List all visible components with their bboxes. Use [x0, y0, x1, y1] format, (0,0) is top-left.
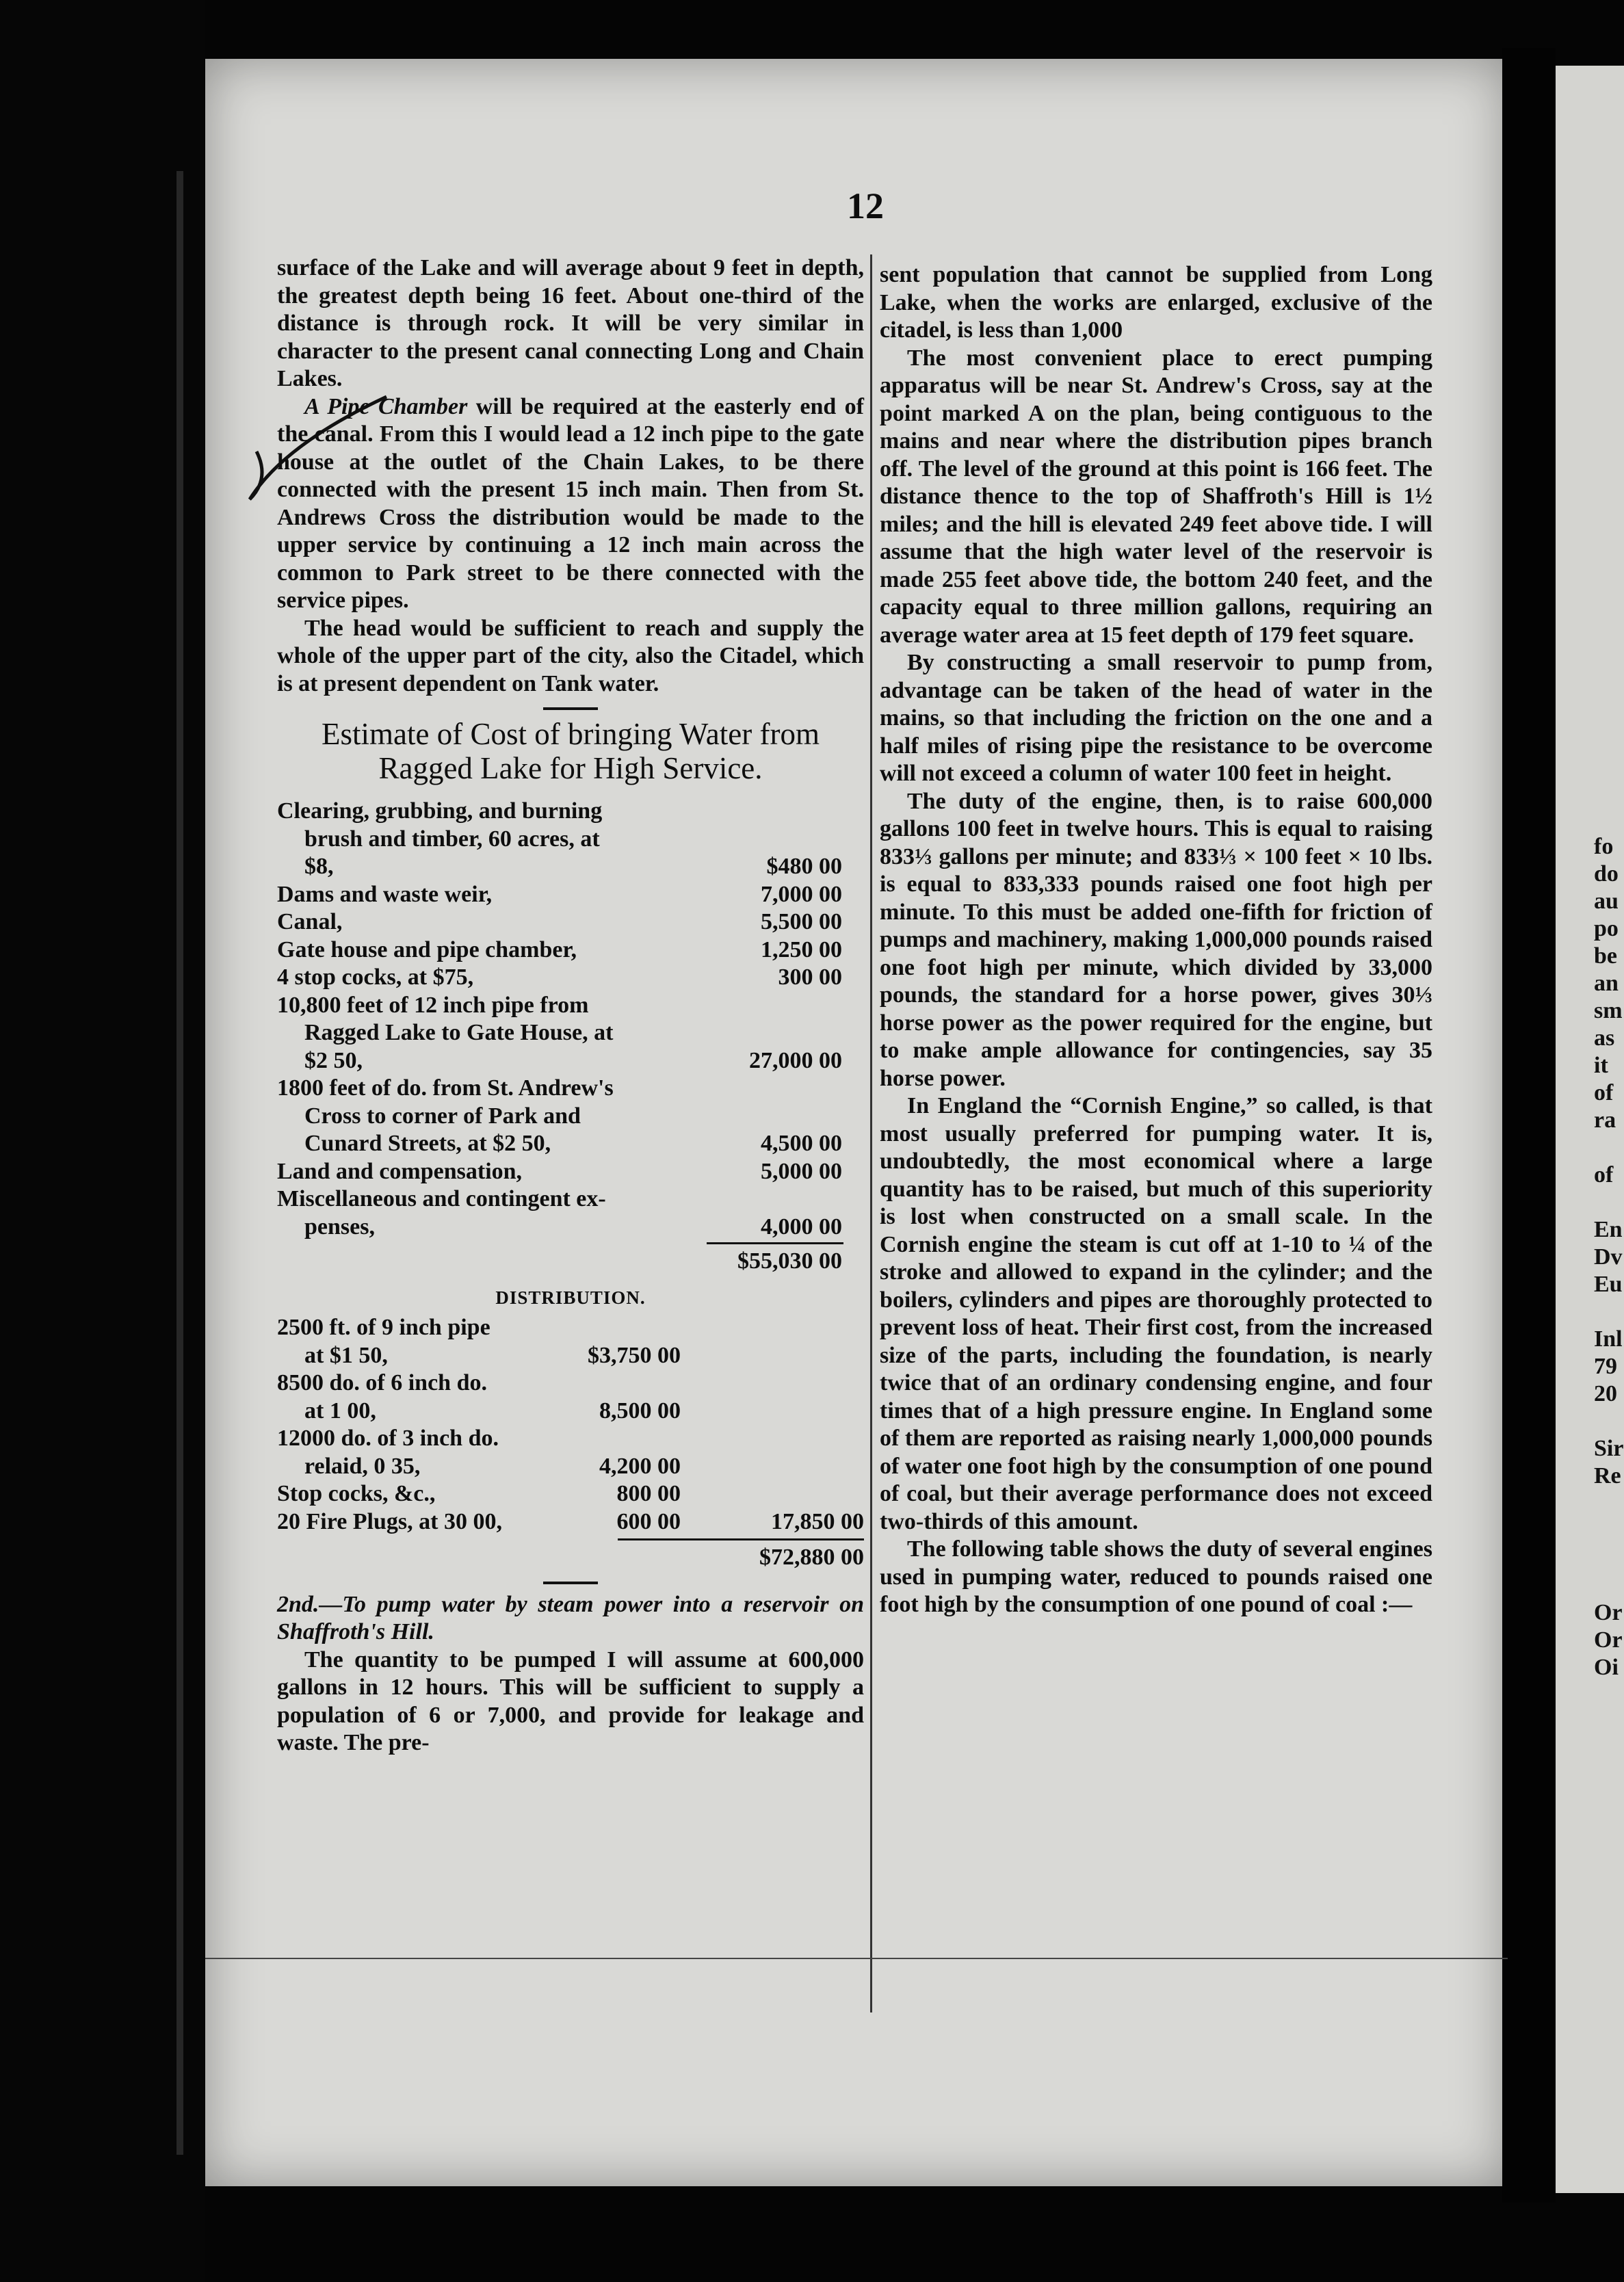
paragraph: The duty of the engine, then, is to raise 600,000 gallons 100 feet in twelve hours. This is equal to raising 833⅓ gallons per minute; and 833⅓ × 100 feet × 10 lbs. is equal to 833,333 pounds raised one foot high per minute. To this must be added one-fifth for friction of pumps and machinery, making 1,000,000 pounds raised one foot high per minute, which divided by 33,000 pounds, the standard for a horse power, gives 30⅓ horse power as the power required for the engine, but to make ample allowance for contingencies, say 35 horse power. [880, 788, 1432, 1091]
table-row [277, 1508, 864, 1536]
section-heading: Estimate of Cost of bringing Water from Ragged Lake for High Service. [322, 717, 820, 785]
table-row [277, 826, 864, 854]
row-label: Land and compensation, [277, 1158, 523, 1184]
row-amount: 4,000 00 [761, 1214, 842, 1240]
row-label: Cunard Streets, at $2 50, [304, 1131, 551, 1156]
table-row [277, 881, 864, 909]
row-label: brush and timber, 60 acres, at [304, 826, 600, 852]
table-row [277, 992, 864, 1020]
table-row [277, 1248, 864, 1276]
table-row [277, 853, 864, 881]
table-row [277, 1425, 864, 1453]
table-row [277, 1544, 864, 1572]
row-label: Gate house and pipe chamber, [277, 936, 577, 962]
row-amount: 5,000 00 [761, 1158, 842, 1184]
row-amount: 1,250 00 [761, 936, 842, 962]
row-label: at $1 50, [304, 1342, 388, 1368]
table-row [277, 1047, 864, 1075]
table-row [277, 1342, 864, 1370]
row-amount: 600 00 [616, 1508, 681, 1534]
column-divider [870, 254, 872, 2012]
table-row [277, 1369, 864, 1398]
table-row [277, 1398, 864, 1426]
italic-run: A Pipe Chamber [304, 393, 468, 419]
table-row [277, 1214, 864, 1242]
row-label: Clearing, grubbing, and burning [277, 798, 603, 824]
scan-artifact-line [205, 1958, 1508, 1959]
table-row [277, 1130, 864, 1158]
row-label: 1800 feet of do. from St. Andrew's [277, 1075, 614, 1101]
row-label: at 1 00, [304, 1398, 376, 1424]
row-label: $2 50, [304, 1047, 363, 1073]
paragraph: The following table shows the duty of several engines used in pumping water, reduced to pounds raised one foot high by the consumption of one pound of coal :— [880, 1536, 1432, 1617]
distribution-title: DISTRIBUTION. [495, 1287, 646, 1308]
row-amount: $480 00 [766, 854, 842, 879]
row-amount: 8,500 00 [599, 1398, 681, 1424]
table-row [277, 1158, 864, 1186]
table-row [277, 1103, 864, 1131]
row-subtotal: 17,850 00 [771, 1508, 864, 1534]
section-rule [543, 1582, 598, 1584]
left-column [277, 254, 864, 1757]
table-row [277, 1019, 864, 1047]
paragraph: The quantity to be pumped I will assume at 600,000 gallons in 12 hours. This will be sufficient to supply a population of 6 or 7,000, and provide for leakage and waste. The pre- [277, 1647, 864, 1755]
table-row [277, 936, 864, 965]
table-row [277, 964, 864, 992]
paragraph: surface of the Lake and will average about 9 feet in depth, the greatest depth being 16 feet. About one-third of the distance is through rock. It will be very similar in character to the present canal connecting Long and Chain Lakes. [277, 255, 864, 391]
scan-edge-line [176, 171, 183, 2155]
row-amount: 300 00 [778, 965, 842, 990]
row-label: $8, [304, 854, 334, 879]
sum-rule [707, 1242, 843, 1244]
row-label: 20 Fire Plugs, at 30 00, [277, 1508, 502, 1534]
row-label: Dams and waste weir, [277, 881, 493, 907]
row-label: Ragged Lake to Gate House, at [304, 1020, 614, 1045]
book-gutter [1502, 48, 1556, 2203]
scan-border-left [0, 0, 205, 2282]
row-label: 8500 do. of 6 inch do. [277, 1370, 487, 1395]
row-amount: $3,750 00 [588, 1342, 681, 1368]
row-label: 12000 do. of 3 inch do. [277, 1426, 499, 1451]
paragraph: In England the “Cornish Engine,” so called, is that most usually preferred for pumping water. It is, undoubtedly, the most economical where a large quantity has to be raised, but much of this superiority is lost when constructed on a small scale. In the Cornish engine the steam is cut off at 1-10 to ¼ of the stroke and allowed to expand in the cylinder; and the boilers, cylinders and pipes are thoroughly protected to prevent loss of heat. Their first cost, from the increased size of the parts, including the foundation, is nearly twice that of an ordinary condensing engine, and four times that of a high pressure engine. In England some of them are reported as raising nearly 1,000,000 pounds of water one foot high by the consumption of one pound of coal, but their average performance does not exceed two-thirds of this amount. [880, 1093, 1432, 1534]
table-row [277, 1075, 864, 1103]
table-row [277, 1185, 864, 1214]
row-amount: 7,000 00 [761, 881, 842, 907]
text-run: will be required at the easterly end of the canal. From this I would lead a 12 inch pipe to the gate house at the outlet of the Chain Lakes, to be there connected with the present 15 inch main. Then from St. Andrews Cross the distribution would be made to the upper service by continuing a 12 inch main across the common to Park street to be there connected with the service pipes. [277, 393, 864, 613]
row-label: Stop cocks, &c., [277, 1481, 436, 1506]
table-row [277, 1480, 864, 1508]
paragraph: By constructing a small reservoir to pump from, advantage can be taken of the head of water in the mains, so that including the friction on the one and a half miles of rising pipe the resistance to be overcome will not exceed a column of water 100 feet in height. [880, 650, 1432, 786]
row-label: penses, [304, 1214, 375, 1240]
row-amount: 800 00 [616, 1481, 681, 1506]
sum-rule [618, 1538, 864, 1540]
table-row [277, 1314, 864, 1342]
section-rule [543, 707, 598, 710]
row-label: 4 stop cocks, at $75, [277, 965, 474, 990]
row-label: Miscellaneous and contingent ex- [277, 1186, 606, 1211]
row-amount: 4,500 00 [761, 1131, 842, 1156]
row-amount: 27,000 00 [749, 1047, 842, 1073]
paragraph [277, 393, 864, 615]
row-label: 2500 ft. of 9 inch pipe [277, 1315, 490, 1340]
row-label: Cross to corner of Park and [304, 1103, 581, 1129]
row-label: relaid, 0 35, [304, 1453, 421, 1479]
row-label: Canal, [277, 909, 343, 934]
table-row [277, 1453, 864, 1481]
estimate-table [277, 798, 864, 1241]
table-row [277, 908, 864, 936]
row-amount: 4,200 00 [599, 1453, 681, 1479]
paragraph: sent population that cannot be supplied from Long Lake, when the works are enlarged, exclusive of the citadel, is less than 1,000 [880, 262, 1432, 343]
right-column [880, 261, 1432, 1619]
paragraph: The head would be sufficient to reach and supply the whole of the upper part of the city, also the Citadel, which is at present dependent on Tank water. [277, 615, 864, 696]
paragraph: The most convenient place to erect pumping apparatus will be near St. Andrew's Cross, say at the point marked A on the plan, being contiguous to the mains and near where the distribution pipes branch off. The level of the ground at this point is 166 feet. The distance thence to the top of Shaffroth's Hill is 1½ miles; and the hill is elevated 249 feet above tide. I will assume that the high water level of the reservoir is made 255 feet above tide, the bottom 240 feet, and the capacity equal to three million gallons, requiring an average water area at 15 feet depth of 179 feet square. [880, 345, 1432, 648]
adjacent-page-text: fo do au po be an sm as it of ra of En Dv Eu Inl 79 20 Sir Re Or Or Oi [1594, 834, 1624, 1680]
row-label: 10,800 feet of 12 inch pipe from [277, 992, 589, 1018]
estimate-total: $55,030 00 [737, 1248, 842, 1274]
subsection-heading: 2nd.—To pump water by steam power into a reservoir on Shaffroth's Hill. [277, 1591, 864, 1644]
page-number: 12 [847, 185, 884, 226]
row-amount: 5,500 00 [761, 909, 842, 934]
table-row [277, 798, 864, 826]
distribution-table [277, 1314, 864, 1536]
grand-total: $72,880 00 [759, 1545, 864, 1570]
